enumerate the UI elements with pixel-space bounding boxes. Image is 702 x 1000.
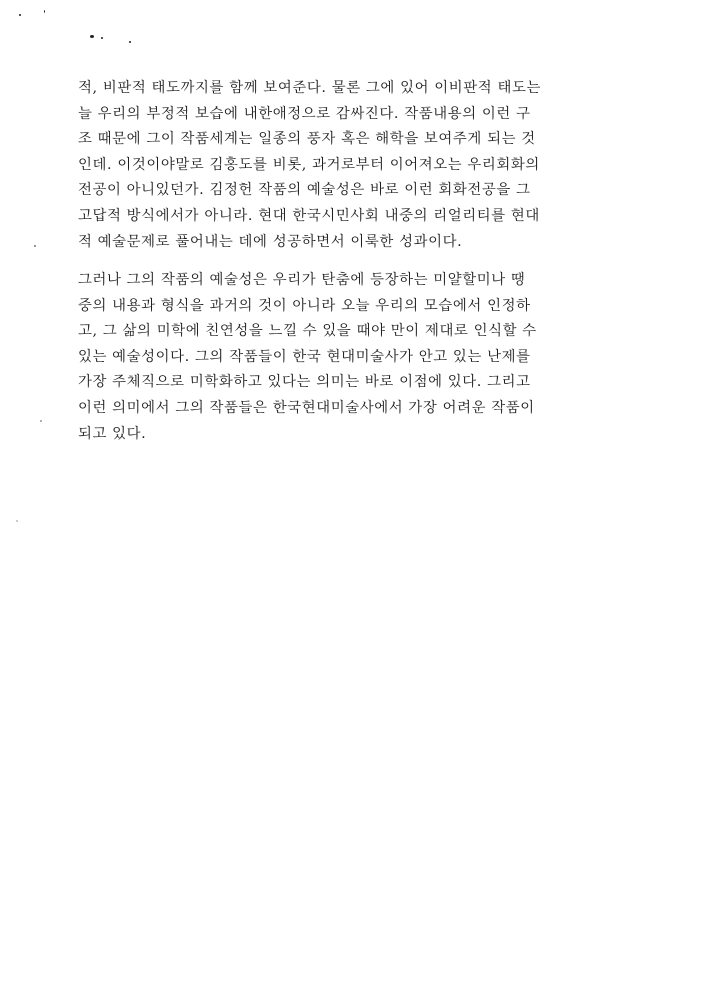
body-paragraph-2 — [78, 268, 633, 447]
body-paragraph-1 — [78, 76, 633, 255]
text-line: 늘 우리의 부정적 보습에 내한애정으로 감싸진다. 작품내용의 이런 구 — [78, 105, 531, 122]
text-line: 적 예술문제로 풀어내는 데에 성공하면서 이룩한 성과이다. — [78, 233, 463, 250]
scan-speck — [90, 35, 94, 38]
text-line: 이런 의미에서 그의 작품들은 한국현대미술사에서 가장 어려운 작품이 — [78, 399, 535, 416]
text-line: 가장 주체직으로 미학화하고 있다는 의미는 바로 이점에 있다. 그리고 — [78, 374, 531, 391]
scan-speck — [16, 520, 18, 522]
text-line: 되고 있다. — [78, 425, 147, 442]
text-line: 인데. 이것이야말로 김홍도를 비롯, 과거로부터 이어져오는 우리회화의 — [78, 156, 540, 173]
scan-speck — [19, 14, 21, 16]
text-line: 고, 그 삶의 미학에 친연성을 느낄 수 있을 때야 만이 제대로 인식할 수 — [78, 323, 537, 340]
text-line: 전공이 아니있던가. 김정헌 작품의 예술성은 바로 이런 회화전공을 그 — [78, 182, 531, 199]
text-line: 조 때문에 그이 작품세계는 일종의 풍자 혹은 해학을 보여주게 되는 것 — [78, 131, 536, 148]
scan-speck — [40, 420, 42, 422]
text-line: 있는 예술성이다. 그의 작품들이 한국 현대미술사가 안고 있는 난제를 — [78, 348, 531, 365]
scan-speck — [129, 41, 131, 43]
scan-speck — [44, 10, 45, 13]
text-line: 적, 비판적 태도까지를 함께 보여준다. 물론 그에 있어 이비판적 태도는 — [78, 80, 541, 96]
text-line: 고답적 방식에서가 아니라. 현대 한국시민사회 내중의 리얼리티를 현대 — [78, 207, 540, 224]
scan-speck — [101, 37, 103, 39]
text-line: 그러나 그의 작품의 예술성은 우리가 탄춤에 등장하는 미얄할미나 땡 — [78, 272, 526, 288]
scan-speck — [34, 245, 36, 247]
text-line: 중의 내용과 형식을 과거의 것이 아니라 오늘 우리의 모습에서 인정하 — [78, 297, 531, 314]
